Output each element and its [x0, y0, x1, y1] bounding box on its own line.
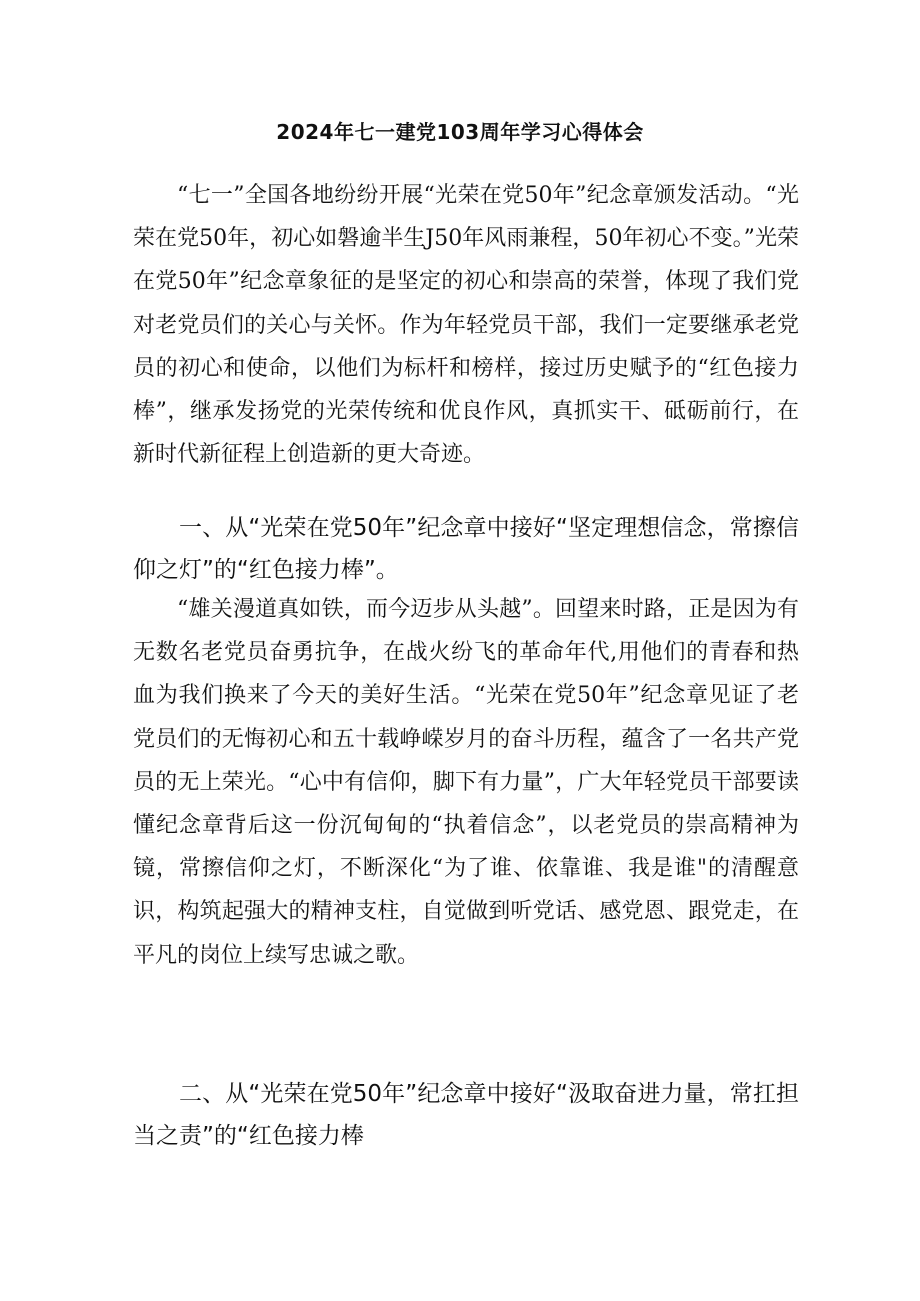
section-heading-1: 一、从“光荣在党50年”纪念章中接好“坚定理想信念，常擦信仰之灯”的“红色接力棒”。	[133, 515, 799, 583]
body-paragraph-1: “七一”全国各地纷纷开展“光荣在党50年”纪念章颁发活动。“光荣在党50年，初心如磐逾半生J50年风雨兼程，50年初心不变。”光荣在党50年”纪念章象征的是坚定的初心和崇高的荣誉，体现了我们党对老党员们的关心与关怀。作为年轻党员干部，我们一定要继承老党员的初心和使命，以他们为标杆和榜样，接过历史赋予的“红色接力棒”，继承发扬党的光荣传统和优良作风，真抓实干、砥砺前行，在新时代新征程上创造新的更大奇迹。	[133, 183, 799, 468]
document-title: 2024年七一建党103周年学习心得体会	[276, 120, 644, 144]
section-heading-2: 二、从“光荣在党50年”纪念章中接好“汲取奋进力量，常扛担当之责”的“红色接力棒	[133, 1081, 799, 1149]
body-paragraph-2: “雄关漫道真如铁，而今迈步从头越”。回望来时路，正是因为有无数名老党员奋勇抗争，在战火纷飞的革命年代,用他们的青春和热血为我们换来了今天的美好生活。“光荣在党50年”纪念章见证了老党员们的无悔初心和五十载峥嵘岁月的奋斗历程，蕴含了一名共产党员的无上荣光。“心中有信仰，脚下有力量”，广大年轻党员干部要读懂纪念章背后这一份沉甸甸的“执着信念”，以老党员的崇高精神为镜，常擦信仰之灯，不断深化“为了谁、依靠谁、我是谁"的清醒意识，构筑起强大的精神支柱，自觉做到听党话、感党恩、跟党走，在平凡的岗位上续写忠诚之歌。	[133, 597, 799, 968]
